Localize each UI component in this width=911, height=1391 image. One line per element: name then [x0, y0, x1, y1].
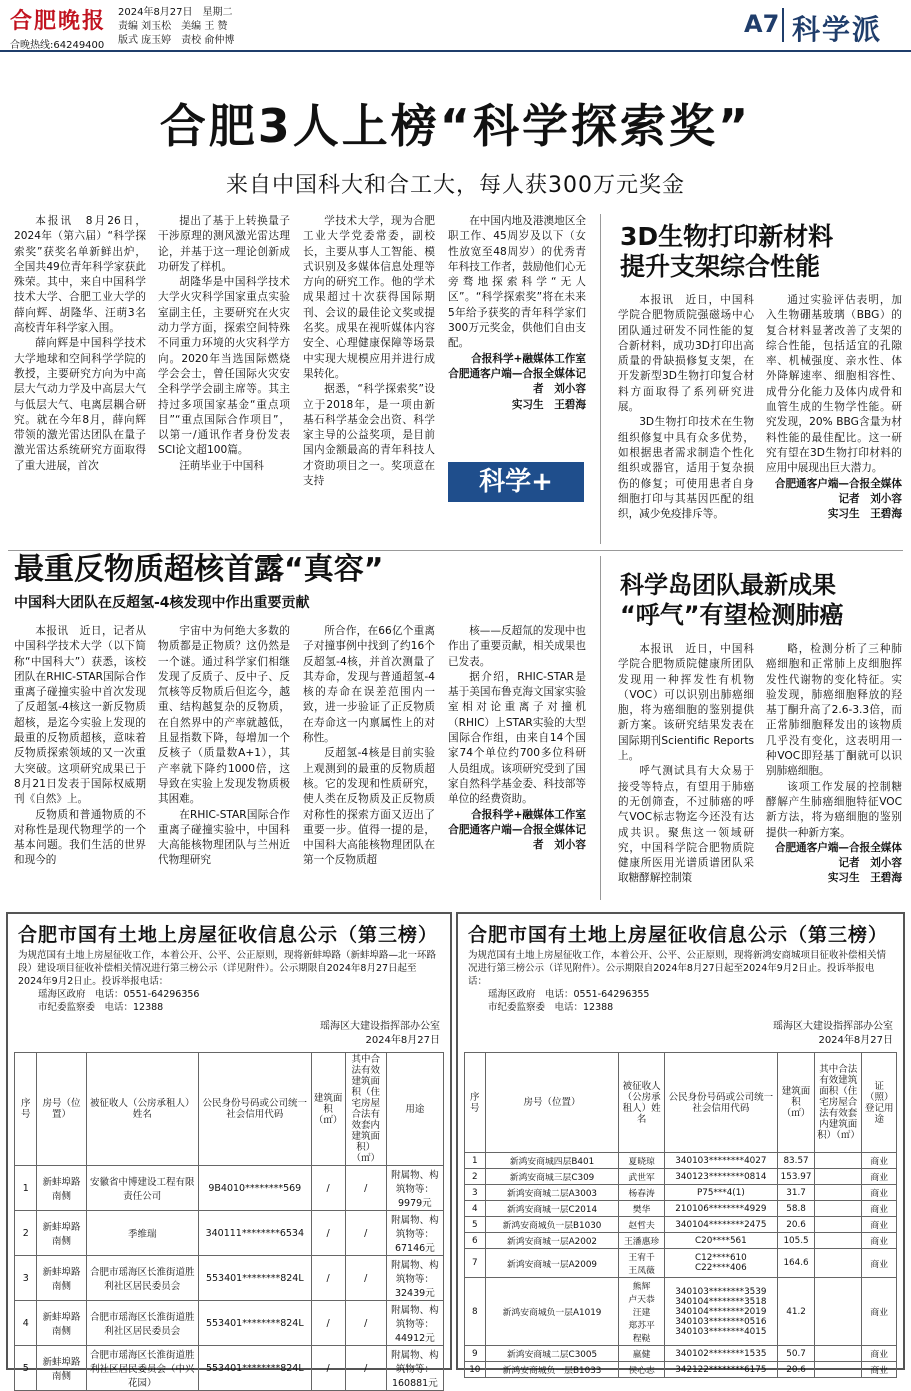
page-number: A7 [744, 10, 780, 38]
table-cell [815, 1217, 862, 1233]
table-cell: 商业 [862, 1169, 897, 1185]
table-cell: 553401********824L [199, 1346, 311, 1391]
table-cell [815, 1169, 862, 1185]
table-cell: 安徽省中博建设工程有限责任公司 [86, 1166, 198, 1211]
lung-col-1-text [618, 642, 754, 887]
paragraph: 呼气测试具有大众易于接受等特点，有望用于肺癌的无创筛查，不过肺癌的呼气VOC标志物迄今还没有达成共识。聚焦这一领域研究，中国科学院合肥物质院健康所医用光谱质谱团队采取糖酵解控制策 [618, 765, 754, 885]
table-header-cell: 公民身份号码或公司统一社会信用代码 [199, 1053, 311, 1166]
table-cell: 553401********824L [199, 1301, 311, 1346]
issue-date: 2024年8月27日 星期二 [118, 7, 233, 18]
lead-headline: 合肥3人上榜“科学探索奖” [159, 99, 752, 153]
table-cell: 1 [465, 1153, 486, 1169]
antimatter-column-3 [303, 624, 435, 900]
antimatter-col-2-text [158, 624, 290, 869]
table-cell: 新蚌埠路南侧 [37, 1211, 86, 1256]
table-cell: 商业 [862, 1201, 897, 1217]
table-cell: 83.57 [778, 1153, 815, 1169]
story-lung-headline-1: 科学岛团队最新成果 [620, 571, 836, 599]
table-cell [815, 1153, 862, 1169]
notice-right-sign-org: 瑶海区大建设指挥部办公室 [773, 1021, 893, 1032]
table-row [15, 1301, 444, 1346]
table-row [465, 1249, 897, 1278]
column-divider [600, 214, 601, 544]
lead-col-4-text [448, 214, 586, 352]
table-header-cell: 序号 [15, 1053, 37, 1166]
table-cell: 新蚌埠路南侧 [37, 1301, 86, 1346]
table-cell: 商业 [862, 1233, 897, 1249]
hotline: 合晚热线:64249400 [10, 40, 105, 51]
table-cell: C20****561 [664, 1233, 777, 1249]
notice-left-sign-org: 瑶海区大建设指挥部办公室 [320, 1021, 440, 1032]
table-cell: 6 [465, 1233, 486, 1249]
table-cell [815, 1362, 862, 1378]
table-row [15, 1256, 444, 1301]
table-cell: 58.8 [778, 1201, 815, 1217]
table-cell: 164.6 [778, 1249, 815, 1278]
table-header-cell: 建筑面积（㎡） [311, 1053, 345, 1166]
table-row [465, 1346, 897, 1362]
table-cell: 王宥千 王凤薇 [619, 1249, 664, 1278]
table-cell: C12****610 C22****406 [664, 1249, 777, 1278]
lead-subheadline: 来自中国科大和合工大，每人获300万元奖金 [226, 173, 685, 198]
table-cell: 105.5 [778, 1233, 815, 1249]
lead-byline-3: 实习生 王碧海 [511, 398, 586, 411]
table-cell: / [311, 1166, 345, 1211]
table-cell: 553401********824L [199, 1256, 311, 1301]
paragraph: 宇宙中为何绝大多数的物质都是正物质？这仍然是一个谜。通过科学家们相继发现了反质子、反中子、反氘核等反物质后但迄今，越重、结构越复杂的反物质，在自然界中的产率就越低，且显指数下降，每增加一个反核子（质量数A+1），其产率就下降约1000倍，这导致在实验上发现发物质极其困难。 [158, 625, 290, 806]
science-plus-badge: 科学+ [448, 462, 584, 502]
paragraph: 在中国内地及港澳地区全职工作、45周岁及以下（女性放宽至48周岁）的优秀青年科技工作者，鼓励他们心无旁骛地探索科学“无人区”。“科学探索奖”将在未来5年给予获奖的青年科学家们300万元奖金，供他们自由支配。 [448, 215, 586, 350]
paragraph: 在RHIC-STAR国际合作重离子碰撞实验中，中国科大高能核物理团队与兰州近代物理研究 [158, 808, 290, 867]
table-cell: 210106********4929 [664, 1201, 777, 1217]
lead-byline-2: 合肥通客户端—合报全媒体记者 刘小容 [448, 367, 586, 396]
table-cell: 合肥市瑶海区长淮街道胜利社区居民委员会（中兴花园） [86, 1346, 198, 1391]
newspaper-logo: 合肥晚报 [10, 8, 107, 34]
table-header-cell: 其中合法有效建筑面积（住宅房屋合法有效套内建筑面积）（㎡） [815, 1053, 862, 1153]
table-cell: / [311, 1346, 345, 1391]
table-cell: 41.2 [778, 1278, 815, 1346]
paragraph: 通过实验评估表明，加入生物硼基玻璃（BBG）的复合材料显著改善了支架的综合性能，包括适宜的孔隙率、机械强度、亲水性、体外降解速率、细胞相容性、成骨分化能力及体内成骨和血管生成的生物学性能。研究发现，20% BBG含量为材料性能的最佳配比。这一研究有望在3D生物打印材料的应用中展现出巨大潜力。 [766, 294, 902, 475]
paragraph: 该项工作发展的控制糖酵解产生肺癌细胞特征VOC新方法，将为癌细胞的鉴别提供一种新方案。 [766, 780, 902, 839]
table-cell [815, 1346, 862, 1362]
table-cell: / [345, 1166, 386, 1211]
notice-left-body: 为规范国有土地上房屋征收工作，本着公开、公平、公正原则，现将新蚌埠路（新蚌埠路—北一环路段）建设项目征收补偿相关情况进行第三榜公示（详见附件）。公示期限自2024年8月27日起至2024年9月2日止。投诉举报电话： [18, 950, 437, 987]
story-3d-col-2-text [766, 293, 902, 477]
table-cell: 4 [15, 1301, 37, 1346]
table-cell: / [345, 1346, 386, 1391]
table-header-cell: 房号（位置） [37, 1053, 86, 1166]
lead-col-2-text [158, 214, 290, 474]
table-cell: / [311, 1256, 345, 1301]
lung-col-2-text [766, 642, 902, 841]
staff-line-2: 版式 庞玉婷 责校 俞仲博 [118, 35, 235, 46]
table-cell: 新鸿安商城二层A3003 [485, 1185, 619, 1201]
table-cell: 新鸿安商城三层C309 [485, 1169, 619, 1185]
table-cell: 4 [465, 1201, 486, 1217]
notice-right-title: 合肥市国有土地上房屋征收信息公示（第三榜） [468, 924, 889, 946]
table-cell: 附属物、构筑物等：67146元 [386, 1211, 443, 1256]
table-cell: 熊辉 卢天恭 汪建 郑苏平 程鞑 [619, 1278, 664, 1346]
table-row [465, 1233, 897, 1249]
notice-left-sign-date: 2024年8月27日 [365, 1035, 440, 1046]
paragraph: 提出了基于上转换量子干涉原理的测风激光雷达理论，并基于这一理论创新成功研发了样机。 [158, 215, 290, 273]
table-cell: 季维瑞 [86, 1211, 198, 1256]
paragraph: 3D生物打印技术在生物组织修复中具有众多优势，如根据患者需求制造个性化组织或器官，适用于复杂损伤的修复；可使用患者自身细胞打印与其基因匹配的组织，减少免疫排斥等。 [618, 416, 754, 521]
lead-column-1 [14, 214, 146, 524]
notice-left-title: 合肥市国有土地上房屋征收信息公示（第三榜） [18, 924, 439, 946]
section-title: 科学派 [792, 13, 883, 46]
table-cell: 340104********2475 [664, 1217, 777, 1233]
table-cell: 3 [15, 1256, 37, 1301]
table-cell: 商业 [862, 1249, 897, 1278]
story-3d-column-1 [618, 293, 754, 543]
table-cell: 商业 [862, 1153, 897, 1169]
table-cell: 7 [465, 1249, 486, 1278]
table-cell: 王潘惠珍 [619, 1233, 664, 1249]
story-lung-headline-2: “呼气”有望检测肺癌 [620, 601, 844, 629]
story-3d-byline-2: 实习生 王碧海 [827, 508, 902, 521]
table-cell: 9B4010********569 [199, 1166, 311, 1211]
lead-column-2 [158, 214, 290, 524]
table-cell: 商业 [862, 1362, 897, 1378]
table-cell [815, 1233, 862, 1249]
table-cell: 340111********6534 [199, 1211, 311, 1256]
table-cell: 附属物、构筑物等：160881元 [386, 1346, 443, 1391]
table-header-cell: 其中合法有效建筑面积（住宅房屋合法有效套内建筑面积）（㎡） [345, 1053, 386, 1166]
antimatter-byline-2: 合肥通客户端—合报全媒体记者 刘小容 [448, 823, 586, 852]
table-header-cell: 用途 [386, 1053, 443, 1166]
table-row [465, 1362, 897, 1378]
lead-column-4 [448, 214, 586, 459]
staff-line-1: 责编 刘玉松 美编 王 赞 [118, 21, 228, 32]
antimatter-column-2 [158, 624, 290, 900]
table-header-cell: 被征收人（公房承租人）姓名 [86, 1053, 198, 1166]
table-row [15, 1211, 444, 1256]
table-cell: / [345, 1301, 386, 1346]
table-cell: 新鸿安商城负一层A1019 [485, 1278, 619, 1346]
table-cell: 342122********6175 [664, 1362, 777, 1378]
table-cell: 附属物、构筑物等：9979元 [386, 1166, 443, 1211]
table-cell: 附属物、构筑物等：44912元 [386, 1301, 443, 1346]
lung-byline-2: 实习生 王碧海 [827, 872, 902, 885]
notice-left-table [14, 1052, 444, 1391]
table-cell: 153.97 [778, 1169, 815, 1185]
antimatter-column-1 [14, 624, 146, 900]
table-row [465, 1278, 897, 1346]
story-3d-column-2 [766, 293, 902, 543]
antimatter-col-3-text [303, 624, 435, 869]
lead-byline-1: 合报科学+融媒体工作室 [471, 352, 586, 365]
table-cell: 5 [465, 1217, 486, 1233]
paragraph: 胡隆华是中国科学技术大学火灾科学国家重点实验室副主任，主要研究在火灾动力学方面，探索空间特殊不同重力环境的火灾科学方向。2020年当选国际燃烧学会会士，曾任国际火灾安全科学学会副主席等。其主持过多项国家基金“重点项目”“重点国际合作项目”，以第一/通讯作者身份发表SCI论文超100篇。 [158, 276, 290, 457]
table-cell: / [345, 1211, 386, 1256]
table-cell: 新鸿安商城一层A2009 [485, 1249, 619, 1278]
table-cell: 20.6 [778, 1217, 815, 1233]
table-cell: 新鸿安商城一层A2002 [485, 1233, 619, 1249]
notice-right [456, 912, 905, 1376]
table-cell: 340102********1535 [664, 1346, 777, 1362]
notice-left-phone-1: 瑶海区政府 电话：0551-64296356 [38, 989, 200, 1000]
lung-byline-1: 合肥通客户端—合报全媒体记者 刘小容 [774, 841, 902, 870]
table-cell [815, 1201, 862, 1217]
paragraph: 反超氢-4核是目前实验上观测到的最重的反物质超核。它的发现和性质研究，使人类在反物质及正反物质对称性的探索方面又迈出了重要一步。值得一提的是，中国科大高能核物理团队在第一个反物质超 [303, 747, 435, 867]
table-cell [815, 1249, 862, 1278]
table-cell: 20.6 [778, 1362, 815, 1378]
table-cell: 樊华 [619, 1201, 664, 1217]
table-cell: 新鸿安商城负一层B1030 [485, 1217, 619, 1233]
story-antimatter-subheadline: 中国科大团队在反超氢-4核发现中作出重要贡献 [14, 595, 310, 611]
story-3d-byline-1: 合肥通客户端—合报全媒体记者 刘小容 [774, 477, 902, 505]
antimatter-col-4-text [448, 624, 586, 808]
table-cell: 商业 [862, 1346, 897, 1362]
table-cell: 新鸿安商城二层C3005 [485, 1346, 619, 1362]
paragraph: 核——反超氚的发现中也作出了重要贡献，相关成果也已发表。 [448, 625, 586, 668]
table-cell: 8 [465, 1278, 486, 1346]
table-cell: 新蚌埠路南侧 [37, 1346, 86, 1391]
story-3d-headline-2: 提升支架综合性能 [620, 252, 821, 281]
table-cell: 夏晓琼 [619, 1153, 664, 1169]
table-row [15, 1166, 444, 1211]
table-cell: 商业 [862, 1217, 897, 1233]
table-cell: 1 [15, 1166, 37, 1211]
antimatter-column-4 [448, 624, 586, 900]
table-row [465, 1169, 897, 1185]
paragraph: 本报讯 8月26日，2024年（第六届）“科学探索奖”获奖名单新鲜出炉，全国共49位青年科学家获此殊荣。其中，来自中国科学技术大学、合肥工业大学的薛向辉、胡隆华、汪萌3名高校青年科学家入围。 [14, 215, 146, 335]
table-cell: 340103********3539 340104********3518 340104********2019 340103********0516 340103********4015 [664, 1278, 777, 1346]
table-header-row [465, 1053, 897, 1153]
lead-column-3 [303, 214, 435, 524]
table-header-cell: 被征收人（公房承租人）姓名 [619, 1053, 664, 1153]
table-cell: 新鸿安商城四层B401 [485, 1153, 619, 1169]
paragraph: 本报讯 近日，中国科学院合肥物质院强磁场中心团队通过研发不同性能的复合新材料，成功3D打印出高质量的骨缺损修复支架，在开发新型3D生物打印复合材料方面取得了系列研究进展。 [618, 294, 754, 414]
paragraph: 所合作，在66亿个重离子对撞事例中找到了约16个反超氢-4核，并首次测量了其寿命，发现与普通超氢-4核的寿命在误差范围内一致，进一步验证了正反物质在寿命这一内禀属性上的对称性。 [303, 625, 435, 745]
table-cell: 2 [15, 1211, 37, 1256]
paragraph: 本报讯 近日，中国科学院合肥物质院健康所团队发现用一种挥发性有机物（VOC）可以识别出肺癌细胞，将为癌细胞的鉴别提供新方案。该研究结果发表在国际期刊Scientific Reports上。 [618, 643, 754, 763]
lead-col-1-text [14, 214, 146, 474]
paragraph: 据悉，“科学探索奖”设立于2018年，是一项由新基石科学基金会出资、科学家主导的公益奖项，是目前国内金额最高的青年科技人才资助项目之一。奖项意在支持 [303, 383, 435, 488]
table-cell: 新鸿安商城一层C2014 [485, 1201, 619, 1217]
table-header-cell: 建筑面积（㎡） [778, 1053, 815, 1153]
table-cell: 新蚌埠路南侧 [37, 1166, 86, 1211]
table-cell: 2 [465, 1169, 486, 1185]
table-cell: 9 [465, 1346, 486, 1362]
masthead-divider [782, 8, 784, 42]
table-cell [815, 1185, 862, 1201]
antimatter-byline-1: 合报科学+融媒体工作室 [471, 808, 586, 821]
table-header-cell: 公民身份号码或公司统一社会信用代码 [664, 1053, 777, 1153]
table-header-cell: 序号 [465, 1053, 486, 1153]
table-row [465, 1185, 897, 1201]
table-cell: 5 [15, 1346, 37, 1391]
table-cell: 合肥市瑶海区长淮街道胜利社区居民委员会 [86, 1301, 198, 1346]
table-cell: 31.7 [778, 1185, 815, 1201]
paragraph: 薛向辉是中国科学技术大学地球和空间科学学院的教授，主要研究方向为中高层大气动力学及中高层大气与低层大气、电离层耦合研究。就在今年8月，薛向辉带领的激光雷达团队在量子激光雷达系统研究方面取得了重大进展，首次 [14, 337, 146, 472]
table-cell: P75***4(1) [664, 1185, 777, 1201]
table-cell: / [311, 1211, 345, 1256]
table-cell: 侯心志 [619, 1362, 664, 1378]
table-header-row [15, 1053, 444, 1166]
table-header-cell: 房号（位置） [485, 1053, 619, 1153]
paragraph: 汪萌毕业于中国科 [179, 459, 264, 472]
table-cell: 商业 [862, 1185, 897, 1201]
table-row [465, 1153, 897, 1169]
notice-right-sign-date: 2024年8月27日 [818, 1035, 893, 1046]
table-cell: / [345, 1256, 386, 1301]
story-3d-col-1-text [618, 293, 754, 522]
paragraph: 据介绍，RHIC-STAR是基于美国布鲁克海文国家实验室相对论重离子对撞机（RHIC）上STAR实验的大型国际合作组，由来自14个国家74个单位约700多位科研人员组成。该项研究受到了国家自然科学基金委、科技部等单位的经费资助。 [448, 670, 586, 806]
notice-right-body: 为规范国有土地上房屋征收工作，本着公开、公平、公正原则，现将新鸿安商城项目征收补偿相关情况进行第三榜公示（详见附件）。公示期限自2024年8月27日起至2024年9月2日止。投诉举报电话： [468, 950, 887, 987]
paragraph: 本报讯 近日，记者从中国科学技术大学（以下简称“中国科大”）获悉，该校团队在RHIC-STAR国际合作重离子碰撞实验中首次发现了反超氢-4核这一新反物质超核，是迄今实验上发现的最重的反物质超核，意味着反物质探索领域的又一次重大突破。这项研究成果已于8月21日发表于国际权威期刊《自然》上。 [14, 625, 146, 806]
table-cell: 3 [465, 1185, 486, 1201]
table-cell: 50.7 [778, 1346, 815, 1362]
table-row [15, 1346, 444, 1391]
table-cell: 武世军 [619, 1169, 664, 1185]
column-divider-2 [600, 556, 601, 900]
paragraph: 学技术大学，现为合肥工业大学党委常委，副校长，主要从事人工智能、模式识别及多媒体信息处理等方向的研究工作。他的学术成果超过十次获得国际期刊、会议的最佳论文奖或提名奖。成果在视听媒体内容安全、心理健康保障等场景中实现大规模应用并进行成果转化。 [303, 215, 435, 380]
table-row [465, 1217, 897, 1233]
story-3d-headline-1: 3D生物打印新材料 [620, 222, 834, 251]
table-cell: 杨春涛 [619, 1185, 664, 1201]
lung-column-1 [618, 642, 754, 900]
table-cell [815, 1278, 862, 1346]
table-cell: 合肥市瑶海区长淮街道胜利社区居民委员会 [86, 1256, 198, 1301]
antimatter-col-1-text [14, 624, 146, 869]
paragraph: 略，检测分析了三种肺癌细胞和正常肺上皮细胞挥发性代谢物的变化特征。实验发现，肺癌细胞释放的羟基丁酮升高了2.6-3.3倍，而正常肺细胞释发出的该物质几乎没有变化，这表明用一种VOC即羟基丁酮就可以识别肺癌细胞。 [766, 643, 902, 778]
table-cell: / [311, 1301, 345, 1346]
table-cell: 340103********4027 [664, 1153, 777, 1169]
table-cell: 商业 [862, 1278, 897, 1346]
lung-column-2 [766, 642, 902, 900]
table-row [465, 1201, 897, 1217]
table-cell: 新蚌埠路南侧 [37, 1256, 86, 1301]
paragraph: 反物质和普通物质的不对称性是现代物理学的一个基本问题。我们生活的世界和现今的 [14, 808, 146, 867]
notice-right-table [464, 1052, 897, 1378]
table-cell: 10 [465, 1362, 486, 1378]
table-cell: 嬴健 [619, 1346, 664, 1362]
story-antimatter-headline: 最重反物质超核首露“真容” [14, 552, 384, 587]
section-divider [8, 550, 903, 551]
notice-left-phone-2: 市纪委监察委 电话：12388 [38, 1002, 164, 1013]
table-cell: 赵哲夫 [619, 1217, 664, 1233]
notice-right-phone-1: 瑶海区政府 电话：0551-64296355 [488, 989, 650, 1000]
table-cell: 340123********0814 [664, 1169, 777, 1185]
table-cell: 新鸿安商城负一层B1033 [485, 1362, 619, 1378]
table-header-cell: 证（照）登记用途 [862, 1053, 897, 1153]
table-cell: 附属物、构筑物等：32439元 [386, 1256, 443, 1301]
notice-left [6, 912, 452, 1389]
notice-right-phone-2: 市纪委监察委 电话：12388 [488, 1002, 614, 1013]
lead-col-3-text [303, 214, 435, 489]
